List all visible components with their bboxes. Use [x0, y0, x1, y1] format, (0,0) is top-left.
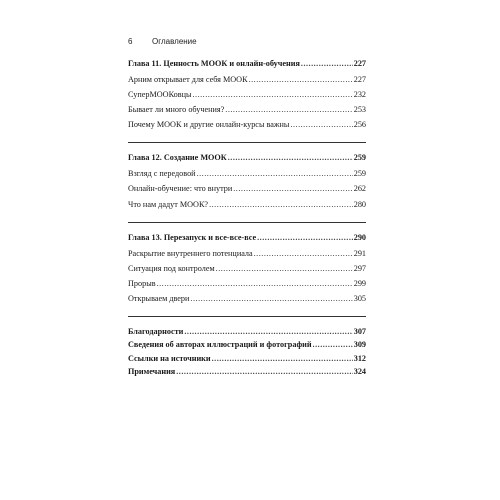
toc-entry	[128, 104, 366, 115]
entry-page: 232	[353, 90, 366, 100]
entry-title: Сведения об авторах иллюстраций и фотографий	[128, 340, 312, 350]
entry-title: Открываем двери	[128, 293, 190, 303]
chapter-11-section	[128, 58, 366, 143]
toc-entry	[128, 168, 366, 179]
entry-page: 324	[353, 367, 366, 377]
leader-dots	[209, 199, 353, 210]
entry-title: Что нам дадут МООК?	[128, 199, 209, 209]
running-header	[128, 37, 197, 46]
toc-entry	[128, 183, 366, 194]
toc-entry	[128, 199, 366, 210]
chapter-title: Глава 13. Перезапуск и все-все-все	[128, 232, 257, 242]
entry-title: Ссылки на источники	[128, 353, 211, 363]
entry-page: 253	[353, 105, 366, 115]
entry-page: 309	[353, 340, 366, 350]
entry-page: 299	[353, 278, 366, 288]
leader-dots	[249, 74, 353, 85]
backmatter-entry	[128, 366, 366, 377]
chapter-heading	[128, 58, 366, 69]
leader-dots	[197, 168, 353, 179]
chapter-heading	[128, 152, 366, 163]
chapter-heading	[128, 232, 366, 243]
toc-entry	[128, 293, 366, 304]
leader-dots	[233, 183, 352, 194]
entry-title: Примечания	[128, 367, 176, 377]
toc-entry	[128, 248, 366, 259]
leader-dots	[212, 353, 353, 364]
chapter-page: 227	[353, 59, 366, 68]
chapter-title: Глава 12. Создание МООК	[128, 153, 227, 163]
entry-page: 262	[353, 184, 366, 194]
entry-page: 312	[353, 353, 366, 363]
entry-title: Благодарности	[128, 327, 184, 337]
leader-dots	[190, 293, 352, 304]
toc-entry	[128, 89, 366, 100]
entry-title: Раскрытие внутреннего потенциала	[128, 248, 253, 258]
entry-page: 256	[353, 120, 366, 130]
toc-entry	[128, 119, 366, 130]
leader-dots	[176, 366, 352, 377]
leader-dots	[225, 104, 352, 115]
backmatter-section	[128, 326, 366, 388]
entry-title: СуперМООКовцы	[128, 90, 192, 100]
running-title: Оглавление	[152, 37, 197, 46]
chapter-page: 259	[353, 153, 366, 163]
backmatter-entry	[128, 326, 366, 337]
chapter-13-section	[128, 232, 366, 317]
entry-title: Почему МООК и другие онлайн-курсы важны	[128, 120, 290, 130]
toc-entry	[128, 278, 366, 289]
leader-dots	[301, 58, 353, 69]
entry-page: 227	[353, 75, 366, 84]
chapter-title: Глава 11. Ценность МООК и онлайн-обучения	[128, 59, 300, 68]
leader-dots	[257, 232, 353, 243]
entry-page: 280	[353, 199, 366, 209]
entry-title: Арним открывает для себя МООК	[128, 75, 248, 84]
toc-entry	[128, 263, 366, 274]
chapter-12-section	[128, 152, 366, 222]
leader-dots	[313, 339, 353, 350]
chapter-page: 290	[353, 232, 366, 242]
leader-dots	[228, 152, 353, 163]
entry-title: Взгляд с передовой	[128, 169, 196, 179]
backmatter-entry	[128, 339, 366, 350]
entry-title: Прорыв	[128, 278, 156, 288]
toc-entry	[128, 74, 366, 85]
entry-title: Ситуация под контролем	[128, 263, 215, 273]
leader-dots	[290, 119, 352, 130]
entry-page: 305	[353, 293, 366, 303]
table-of-contents	[128, 58, 366, 397]
entry-page: 297	[353, 263, 366, 273]
entry-page: 307	[353, 327, 366, 337]
leader-dots	[192, 89, 352, 100]
leader-dots	[254, 248, 353, 259]
entry-page: 291	[353, 248, 366, 258]
leader-dots	[184, 326, 352, 337]
leader-dots	[157, 278, 353, 289]
page-number: 6	[128, 37, 133, 46]
backmatter-entry	[128, 353, 366, 364]
entry-title: Онлайн-обучение: что внутри	[128, 184, 233, 194]
entry-title: Бывает ли много обучения?	[128, 105, 225, 115]
entry-page: 259	[353, 169, 366, 179]
leader-dots	[216, 263, 353, 274]
